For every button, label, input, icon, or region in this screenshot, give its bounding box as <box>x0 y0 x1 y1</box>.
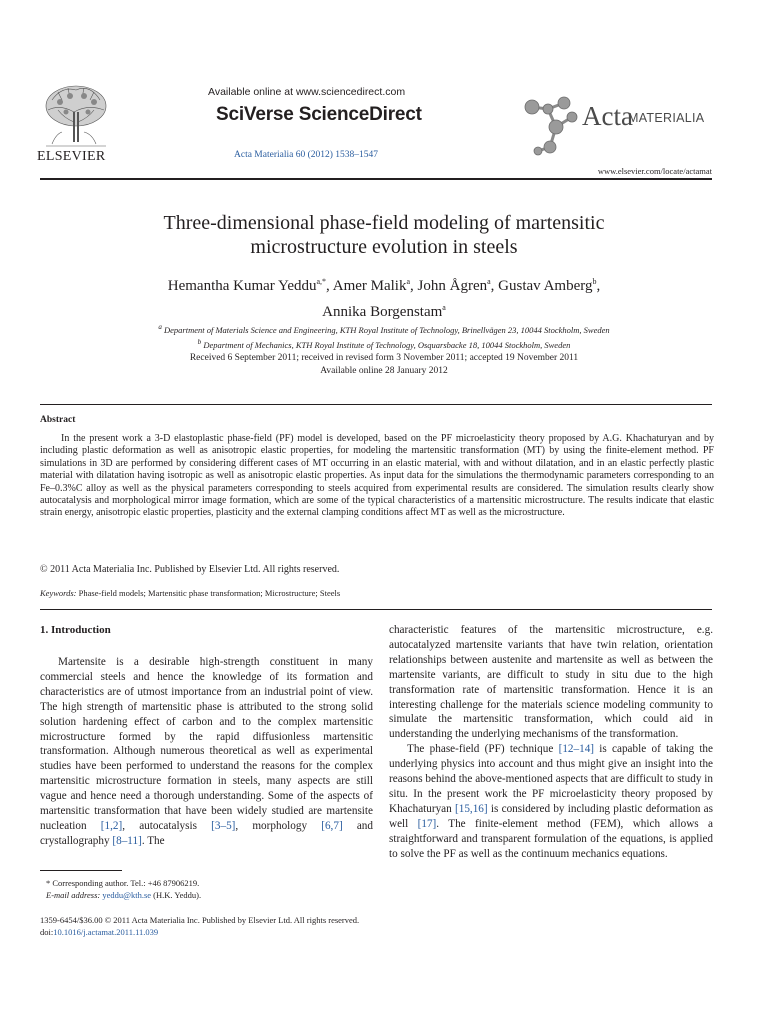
publisher-name: ELSEVIER <box>37 149 106 164</box>
keywords-list: Phase-field models; Martensitic phase transformation; Microstructure; Steels <box>78 588 341 598</box>
body-column-left <box>40 655 373 849</box>
doi-line: doi:10.1016/j.actamat.2011.11.039 <box>40 927 159 937</box>
citation-link[interactable]: [1,2] <box>100 819 123 832</box>
footnote <box>40 877 373 901</box>
doi-link[interactable]: 10.1016/j.actamat.2011.11.039 <box>53 927 159 937</box>
intro-paragraph-1-cont: characteristic features of the martensitic microstructure, e.g. autocatalyzed martensite variants that have twin relation, orientation relationships between austenite and martensite as well as between the martensite variants, are difficult to study in situ due to the high transformation rate of martensitic transformation. Hence it is an interesting challenge for the materials science modeling community to simulate the martensitic transformation, which could aid in understanding the underlying mechanisms of the transformation. <box>389 624 713 741</box>
keywords <box>40 588 714 598</box>
body-column-right <box>389 623 713 862</box>
author[interactable]: Annika Borgenstam$^a$ <box>322 303 446 320</box>
abstract-body <box>40 433 714 520</box>
elsevier-tree-logo <box>38 82 114 150</box>
author[interactable]: Amer Malik$^a$ <box>332 277 411 294</box>
footnote-divider <box>40 870 122 871</box>
abstract-bottom-divider <box>40 609 712 610</box>
issn-line: 1359-6454/$36.00 © 2011 Acta Materialia Inc. Published by Elsevier Ltd. All rights reserved. <box>40 915 360 925</box>
journal-logo-materialia: MATERIALIA <box>628 111 705 125</box>
author[interactable]: Gustav Amberg$^b$ <box>498 277 597 294</box>
available-date: Available online 28 January 2012 <box>320 365 448 376</box>
article-dates <box>40 352 728 377</box>
corresponding-author: * Corresponding author. Tel.: +46 87906219. <box>46 878 200 888</box>
intro-paragraph-1: Martensite is a desirable high-strength constituent in many commercial steels and hence the knowledge of its formation and characteristics are of utmost importance from an industrial point of view. The high strength of martensitic phase is attributed to the strong solid solution hardening effect of carbon and to the complex martensitic microstructure formed by the rapid diffusionless martensitic transformation. Although numerous theoretical as well as experimental studies have been performed to understand the reasons for the complex martensitic microstructure formation in steels, many aspects are still vague and hence need a thorough understanding. Some of the aspects of martensitic transformation that have been widely studied are martensite nucleation [1,2], autocatalysis [3–5], morphology [6,7] and crystallography [8–11]. The <box>40 656 373 847</box>
title-line-2: microstructure evolution in steels <box>250 236 518 258</box>
affiliation-a: $^a$ Department of Materials Science and Engineering, KTH Royal Institute of Technology, Brinellvägen 23, 10044 Stockholm, Sweden <box>158 323 610 335</box>
citation-link[interactable]: [8–11] <box>112 834 142 847</box>
received-dates: Received 6 September 2011; received in revised form 3 November 2011; accepted 19 November 2011 <box>189 353 579 363</box>
molecule-icon <box>520 93 584 159</box>
citation-link[interactable]: [6,7] <box>321 819 343 832</box>
email-link[interactable]: yeddu@kth.se <box>102 890 152 900</box>
citation-link[interactable]: [12–14] <box>558 743 595 756</box>
abstract-heading: Abstract <box>40 415 76 425</box>
citation-link[interactable]: [15,16] <box>455 802 488 815</box>
header-divider <box>40 178 712 180</box>
title-line-1: Three-dimensional phase-field modeling of martensitic <box>163 212 605 234</box>
section-heading-introduction: 1. Introduction <box>40 624 111 636</box>
affiliations <box>40 321 728 351</box>
available-online-text: Available online at www.sciencedirect.com <box>208 86 406 98</box>
abstract-copyright: © 2011 Acta Materialia Inc. Published by Elsevier Ltd. All rights reserved. <box>40 564 340 575</box>
abstract-paragraph: In the present work a 3-D elastoplastic phase-field (PF) model is developed, based on the PF microelasticity theory proposed by A.G. Khachaturyan and by including plastic deformation as well as anisotropic elastic properties, for modeling the martensitic transformation (MT) by using the finite-element method. PF simulations in 3D are performed by considering different cases of MT occurring in an elastic material, with and without dilatation, and in an elastic perfectly plastic material with dilatation having isotropic as well as anisotropic elastic properties. As input data for the simulations the thermodynamic parameters corresponding to an Fe–0.3%C alloy as well as the physical parameters corresponding to steels acquired from experimental results are considered. The simulation results clearly show autocatalysis and morphological mirror image formation, which are some of the typical characteristics of a martensitic microstructure. The results indicate that elastic strain energy, anisotropic elastic properties, plasticity and the external clamping conditions affect MT as well as the microstructure. <box>40 433 714 519</box>
affiliation-b: $^b$ Department of Mechanics, KTH Royal Institute of Technology, Osquarsbacke 18, 10044 Stockholm, Sweden <box>197 337 571 350</box>
email-line: E-mail address: yeddu@kth.se (H.K. Yeddu). <box>46 890 202 900</box>
article-title <box>40 211 728 259</box>
intro-paragraph-2: The phase-field (PF) technique [12–14] is capable of taking the underlying physics into account and thus might give an insight into the reasons behind the above-mentioned aspects that are difficult to study in situ. In the present work the PF microelasticity theory proposed by Khachaturyan [15,16] is considered by including plastic deformation as well [17]. The finite-element method (FEM), which allows a straightforward and transparent formulation of the equations, is applied to solve the PF as well as the continuum mechanics equations. <box>389 743 713 860</box>
author[interactable]: John Ågren$^a$ <box>417 277 491 294</box>
page-footer <box>40 914 359 938</box>
citation-link[interactable]: [3–5] <box>211 819 236 832</box>
abstract-top-divider <box>40 404 712 405</box>
sciverse-brand: SciVerse ScienceDirect <box>216 104 422 125</box>
journal-reference-link[interactable]: Acta Materialia 60 (2012) 1538–1547 <box>234 150 379 160</box>
keywords-label: Keywords: <box>40 588 77 598</box>
author[interactable]: Hemantha Kumar Yeddu$^{a,*}$ <box>167 277 327 294</box>
journal-logo <box>520 93 712 159</box>
journal-logo-acta: Acta <box>582 101 633 131</box>
journal-url[interactable]: www.elsevier.com/locate/actamat <box>597 166 712 176</box>
citation-link[interactable]: [17] <box>417 817 437 830</box>
author-list: Hemantha Kumar Yeddu$^{a,*}$, Amer Malik$^a$, John Ågren$^a$, Gustav Amberg$^b$, Annika Borgenstam$^a$ <box>167 277 601 320</box>
